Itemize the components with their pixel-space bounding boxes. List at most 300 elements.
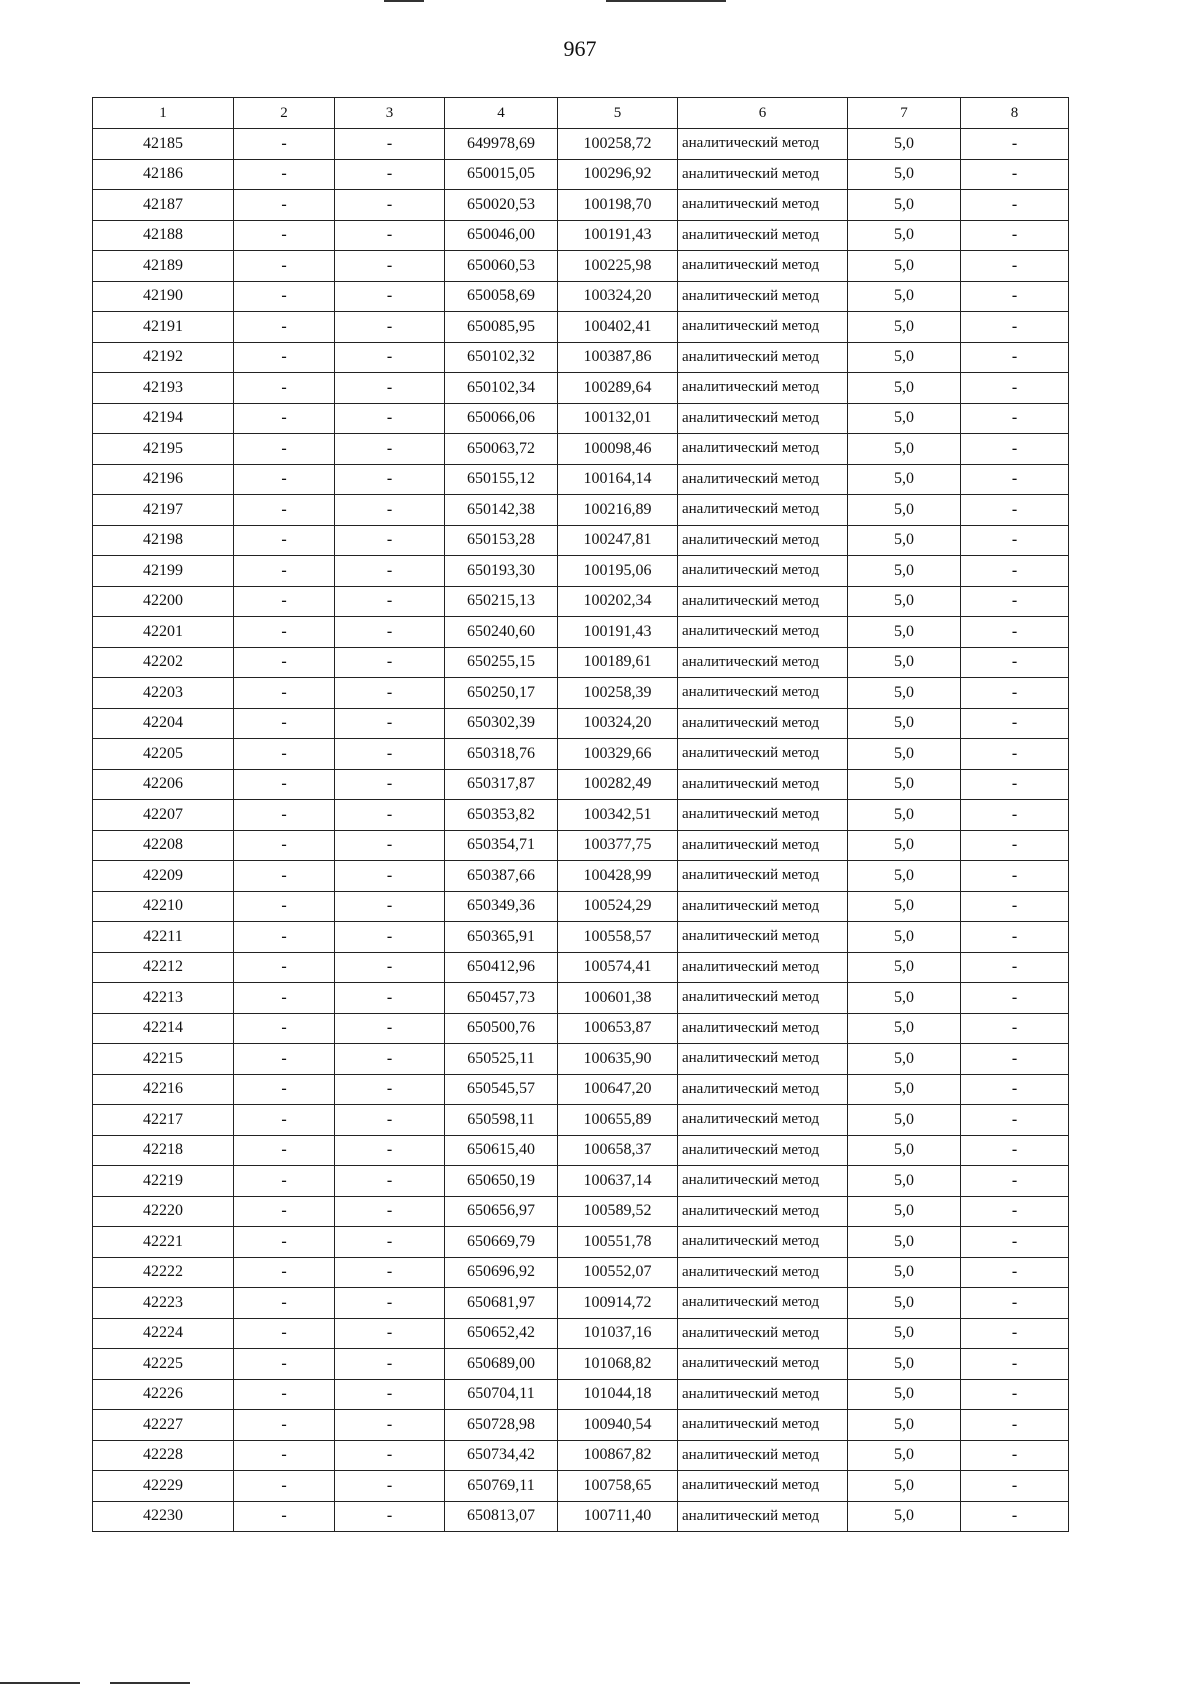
y-coordinate-cell: 100296,92 bbox=[558, 159, 678, 190]
accuracy-cell: 5,0 bbox=[848, 952, 961, 983]
x-coordinate-cell: 650142,38 bbox=[445, 495, 558, 526]
point-number-cell: 42215 bbox=[93, 1044, 234, 1075]
x-coordinate-cell: 650058,69 bbox=[445, 281, 558, 312]
column-8-cell: - bbox=[961, 403, 1069, 434]
point-number-cell: 42212 bbox=[93, 952, 234, 983]
point-number-cell: 42201 bbox=[93, 617, 234, 648]
column-3-cell: - bbox=[335, 403, 445, 434]
column-8-cell: - bbox=[961, 739, 1069, 770]
method-cell: аналитический метод bbox=[678, 1379, 848, 1410]
column-8-cell: - bbox=[961, 556, 1069, 587]
point-number-cell: 42206 bbox=[93, 769, 234, 800]
column-2-cell: - bbox=[234, 434, 335, 465]
point-number-cell: 42196 bbox=[93, 464, 234, 495]
x-coordinate-cell: 650066,06 bbox=[445, 403, 558, 434]
y-coordinate-cell: 100258,72 bbox=[558, 129, 678, 160]
column-3-cell: - bbox=[335, 1257, 445, 1288]
method-cell: аналитический метод bbox=[678, 1013, 848, 1044]
page-number: 967 bbox=[563, 36, 597, 61]
column-3-cell: - bbox=[335, 281, 445, 312]
table-row bbox=[93, 617, 1069, 648]
column-8-cell: - bbox=[961, 525, 1069, 556]
method-cell: аналитический метод bbox=[678, 586, 848, 617]
column-8-cell: - bbox=[961, 1288, 1069, 1319]
table-row bbox=[93, 1410, 1069, 1441]
column-header: 4 bbox=[445, 98, 558, 129]
column-3-cell: - bbox=[335, 220, 445, 251]
x-coordinate-cell: 650704,11 bbox=[445, 1379, 558, 1410]
column-2-cell: - bbox=[234, 861, 335, 892]
column-2-cell: - bbox=[234, 251, 335, 282]
column-8-cell: - bbox=[961, 1379, 1069, 1410]
column-8-cell: - bbox=[961, 769, 1069, 800]
scan-edge-mark bbox=[606, 0, 726, 2]
header-row bbox=[93, 98, 1069, 129]
accuracy-cell: 5,0 bbox=[848, 586, 961, 617]
accuracy-cell: 5,0 bbox=[848, 647, 961, 678]
scan-edge-mark bbox=[384, 0, 424, 2]
table-row bbox=[93, 983, 1069, 1014]
x-coordinate-cell: 650650,19 bbox=[445, 1166, 558, 1197]
method-cell: аналитический метод bbox=[678, 800, 848, 831]
column-3-cell: - bbox=[335, 1379, 445, 1410]
y-coordinate-cell: 100637,14 bbox=[558, 1166, 678, 1197]
accuracy-cell: 5,0 bbox=[848, 983, 961, 1014]
column-2-cell: - bbox=[234, 220, 335, 251]
point-number-cell: 42193 bbox=[93, 373, 234, 404]
table-header bbox=[93, 98, 1069, 129]
column-2-cell: - bbox=[234, 312, 335, 343]
y-coordinate-cell: 100377,75 bbox=[558, 830, 678, 861]
column-2-cell: - bbox=[234, 129, 335, 160]
column-3-cell: - bbox=[335, 647, 445, 678]
column-2-cell: - bbox=[234, 1379, 335, 1410]
column-2-cell: - bbox=[234, 1410, 335, 1441]
column-2-cell: - bbox=[234, 1074, 335, 1105]
accuracy-cell: 5,0 bbox=[848, 556, 961, 587]
column-2-cell: - bbox=[234, 1257, 335, 1288]
method-cell: аналитический метод bbox=[678, 1135, 848, 1166]
table-row bbox=[93, 1379, 1069, 1410]
column-2-cell: - bbox=[234, 342, 335, 373]
point-number-cell: 42209 bbox=[93, 861, 234, 892]
column-2-cell: - bbox=[234, 891, 335, 922]
column-2-cell: - bbox=[234, 281, 335, 312]
column-3-cell: - bbox=[335, 678, 445, 709]
x-coordinate-cell: 650318,76 bbox=[445, 739, 558, 770]
method-cell: аналитический метод bbox=[678, 739, 848, 770]
point-number-cell: 42189 bbox=[93, 251, 234, 282]
method-cell: аналитический метод bbox=[678, 1166, 848, 1197]
y-coordinate-cell: 100402,41 bbox=[558, 312, 678, 343]
x-coordinate-cell: 650681,97 bbox=[445, 1288, 558, 1319]
y-coordinate-cell: 100225,98 bbox=[558, 251, 678, 282]
column-2-cell: - bbox=[234, 739, 335, 770]
column-8-cell: - bbox=[961, 586, 1069, 617]
accuracy-cell: 5,0 bbox=[848, 891, 961, 922]
accuracy-cell: 5,0 bbox=[848, 1105, 961, 1136]
column-3-cell: - bbox=[335, 129, 445, 160]
point-number-cell: 42216 bbox=[93, 1074, 234, 1105]
column-2-cell: - bbox=[234, 525, 335, 556]
method-cell: аналитический метод bbox=[678, 1196, 848, 1227]
table-row bbox=[93, 647, 1069, 678]
method-cell: аналитический метод bbox=[678, 1501, 848, 1532]
y-coordinate-cell: 100867,82 bbox=[558, 1440, 678, 1471]
accuracy-cell: 5,0 bbox=[848, 1044, 961, 1075]
point-number-cell: 42229 bbox=[93, 1471, 234, 1502]
method-cell: аналитический метод bbox=[678, 129, 848, 160]
column-2-cell: - bbox=[234, 617, 335, 648]
method-cell: аналитический метод bbox=[678, 952, 848, 983]
method-cell: аналитический метод bbox=[678, 983, 848, 1014]
method-cell: аналитический метод bbox=[678, 647, 848, 678]
column-2-cell: - bbox=[234, 1196, 335, 1227]
column-header: 2 bbox=[234, 98, 335, 129]
x-coordinate-cell: 650728,98 bbox=[445, 1410, 558, 1441]
column-3-cell: - bbox=[335, 1135, 445, 1166]
column-8-cell: - bbox=[961, 647, 1069, 678]
column-8-cell: - bbox=[961, 220, 1069, 251]
table-row bbox=[93, 1044, 1069, 1075]
column-8-cell: - bbox=[961, 922, 1069, 953]
accuracy-cell: 5,0 bbox=[848, 129, 961, 160]
column-2-cell: - bbox=[234, 403, 335, 434]
table-row bbox=[93, 556, 1069, 587]
column-8-cell: - bbox=[961, 1044, 1069, 1075]
column-3-cell: - bbox=[335, 769, 445, 800]
point-number-cell: 42227 bbox=[93, 1410, 234, 1441]
point-number-cell: 42200 bbox=[93, 586, 234, 617]
column-8-cell: - bbox=[961, 1227, 1069, 1258]
column-2-cell: - bbox=[234, 1288, 335, 1319]
point-number-cell: 42211 bbox=[93, 922, 234, 953]
y-coordinate-cell: 100164,14 bbox=[558, 464, 678, 495]
point-number-cell: 42197 bbox=[93, 495, 234, 526]
column-header: 8 bbox=[961, 98, 1069, 129]
x-coordinate-cell: 650302,39 bbox=[445, 708, 558, 739]
accuracy-cell: 5,0 bbox=[848, 1379, 961, 1410]
accuracy-cell: 5,0 bbox=[848, 830, 961, 861]
x-coordinate-cell: 650656,97 bbox=[445, 1196, 558, 1227]
column-8-cell: - bbox=[961, 159, 1069, 190]
x-coordinate-cell: 650813,07 bbox=[445, 1501, 558, 1532]
x-coordinate-cell: 650412,96 bbox=[445, 952, 558, 983]
y-coordinate-cell: 100653,87 bbox=[558, 1013, 678, 1044]
accuracy-cell: 5,0 bbox=[848, 1074, 961, 1105]
table-row bbox=[93, 1440, 1069, 1471]
x-coordinate-cell: 650060,53 bbox=[445, 251, 558, 282]
point-number-cell: 42214 bbox=[93, 1013, 234, 1044]
method-cell: аналитический метод bbox=[678, 1105, 848, 1136]
method-cell: аналитический метод bbox=[678, 1318, 848, 1349]
column-3-cell: - bbox=[335, 1166, 445, 1197]
y-coordinate-cell: 100647,20 bbox=[558, 1074, 678, 1105]
column-3-cell: - bbox=[335, 922, 445, 953]
method-cell: аналитический метод bbox=[678, 312, 848, 343]
table-row bbox=[93, 1257, 1069, 1288]
point-number-cell: 42217 bbox=[93, 1105, 234, 1136]
column-8-cell: - bbox=[961, 129, 1069, 160]
column-2-cell: - bbox=[234, 556, 335, 587]
column-8-cell: - bbox=[961, 251, 1069, 282]
accuracy-cell: 5,0 bbox=[848, 1501, 961, 1532]
y-coordinate-cell: 100558,57 bbox=[558, 922, 678, 953]
y-coordinate-cell: 100282,49 bbox=[558, 769, 678, 800]
point-number-cell: 42228 bbox=[93, 1440, 234, 1471]
point-number-cell: 42186 bbox=[93, 159, 234, 190]
accuracy-cell: 5,0 bbox=[848, 1410, 961, 1441]
column-3-cell: - bbox=[335, 891, 445, 922]
y-coordinate-cell: 100216,89 bbox=[558, 495, 678, 526]
table-row bbox=[93, 861, 1069, 892]
point-number-cell: 42219 bbox=[93, 1166, 234, 1197]
accuracy-cell: 5,0 bbox=[848, 1196, 961, 1227]
point-number-cell: 42207 bbox=[93, 800, 234, 831]
x-coordinate-cell: 650085,95 bbox=[445, 312, 558, 343]
accuracy-cell: 5,0 bbox=[848, 312, 961, 343]
column-2-cell: - bbox=[234, 1440, 335, 1471]
accuracy-cell: 5,0 bbox=[848, 678, 961, 709]
method-cell: аналитический метод bbox=[678, 1257, 848, 1288]
table-row bbox=[93, 586, 1069, 617]
point-number-cell: 42192 bbox=[93, 342, 234, 373]
y-coordinate-cell: 101037,16 bbox=[558, 1318, 678, 1349]
column-2-cell: - bbox=[234, 922, 335, 953]
accuracy-cell: 5,0 bbox=[848, 464, 961, 495]
y-coordinate-cell: 100711,40 bbox=[558, 1501, 678, 1532]
table-row bbox=[93, 342, 1069, 373]
accuracy-cell: 5,0 bbox=[848, 1471, 961, 1502]
column-8-cell: - bbox=[961, 1135, 1069, 1166]
column-2-cell: - bbox=[234, 159, 335, 190]
y-coordinate-cell: 101068,82 bbox=[558, 1349, 678, 1380]
point-number-cell: 42187 bbox=[93, 190, 234, 221]
x-coordinate-cell: 650457,73 bbox=[445, 983, 558, 1014]
y-coordinate-cell: 100342,51 bbox=[558, 800, 678, 831]
column-2-cell: - bbox=[234, 769, 335, 800]
column-3-cell: - bbox=[335, 464, 445, 495]
table-row bbox=[93, 190, 1069, 221]
table-row bbox=[93, 800, 1069, 831]
column-3-cell: - bbox=[335, 1288, 445, 1319]
accuracy-cell: 5,0 bbox=[848, 1257, 961, 1288]
column-8-cell: - bbox=[961, 190, 1069, 221]
column-3-cell: - bbox=[335, 830, 445, 861]
y-coordinate-cell: 100189,61 bbox=[558, 647, 678, 678]
accuracy-cell: 5,0 bbox=[848, 525, 961, 556]
column-header: 5 bbox=[558, 98, 678, 129]
method-cell: аналитический метод bbox=[678, 922, 848, 953]
table-row bbox=[93, 525, 1069, 556]
method-cell: аналитический метод bbox=[678, 159, 848, 190]
column-8-cell: - bbox=[961, 373, 1069, 404]
point-number-cell: 42203 bbox=[93, 678, 234, 709]
column-3-cell: - bbox=[335, 373, 445, 404]
column-3-cell: - bbox=[335, 586, 445, 617]
x-coordinate-cell: 650102,34 bbox=[445, 373, 558, 404]
column-3-cell: - bbox=[335, 1044, 445, 1075]
column-8-cell: - bbox=[961, 708, 1069, 739]
column-3-cell: - bbox=[335, 434, 445, 465]
method-cell: аналитический метод bbox=[678, 464, 848, 495]
accuracy-cell: 5,0 bbox=[848, 739, 961, 770]
column-header: 6 bbox=[678, 98, 848, 129]
accuracy-cell: 5,0 bbox=[848, 861, 961, 892]
y-coordinate-cell: 100940,54 bbox=[558, 1410, 678, 1441]
method-cell: аналитический метод bbox=[678, 251, 848, 282]
column-2-cell: - bbox=[234, 1349, 335, 1380]
method-cell: аналитический метод bbox=[678, 281, 848, 312]
column-8-cell: - bbox=[961, 983, 1069, 1014]
x-coordinate-cell: 650365,91 bbox=[445, 922, 558, 953]
y-coordinate-cell: 100191,43 bbox=[558, 220, 678, 251]
table-row bbox=[93, 1501, 1069, 1532]
method-cell: аналитический метод bbox=[678, 678, 848, 709]
table-row bbox=[93, 1288, 1069, 1319]
accuracy-cell: 5,0 bbox=[848, 1013, 961, 1044]
table-row bbox=[93, 769, 1069, 800]
column-8-cell: - bbox=[961, 800, 1069, 831]
column-2-cell: - bbox=[234, 952, 335, 983]
method-cell: аналитический метод bbox=[678, 1471, 848, 1502]
method-cell: аналитический метод bbox=[678, 708, 848, 739]
accuracy-cell: 5,0 bbox=[848, 708, 961, 739]
table-row bbox=[93, 251, 1069, 282]
x-coordinate-cell: 650598,11 bbox=[445, 1105, 558, 1136]
method-cell: аналитический метод bbox=[678, 190, 848, 221]
y-coordinate-cell: 100589,52 bbox=[558, 1196, 678, 1227]
column-8-cell: - bbox=[961, 342, 1069, 373]
column-8-cell: - bbox=[961, 281, 1069, 312]
accuracy-cell: 5,0 bbox=[848, 434, 961, 465]
column-8-cell: - bbox=[961, 1166, 1069, 1197]
table-row bbox=[93, 1318, 1069, 1349]
accuracy-cell: 5,0 bbox=[848, 159, 961, 190]
table-row bbox=[93, 1471, 1069, 1502]
column-8-cell: - bbox=[961, 1440, 1069, 1471]
accuracy-cell: 5,0 bbox=[848, 403, 961, 434]
x-coordinate-cell: 650615,40 bbox=[445, 1135, 558, 1166]
method-cell: аналитический метод bbox=[678, 1044, 848, 1075]
y-coordinate-cell: 100132,01 bbox=[558, 403, 678, 434]
column-8-cell: - bbox=[961, 312, 1069, 343]
accuracy-cell: 5,0 bbox=[848, 1288, 961, 1319]
column-8-cell: - bbox=[961, 1410, 1069, 1441]
y-coordinate-cell: 100655,89 bbox=[558, 1105, 678, 1136]
method-cell: аналитический метод bbox=[678, 861, 848, 892]
accuracy-cell: 5,0 bbox=[848, 922, 961, 953]
coordinates-table bbox=[92, 97, 1069, 1532]
column-2-cell: - bbox=[234, 1471, 335, 1502]
table-row bbox=[93, 220, 1069, 251]
x-coordinate-cell: 650525,11 bbox=[445, 1044, 558, 1075]
column-2-cell: - bbox=[234, 1318, 335, 1349]
point-number-cell: 42202 bbox=[93, 647, 234, 678]
x-coordinate-cell: 650696,92 bbox=[445, 1257, 558, 1288]
point-number-cell: 42222 bbox=[93, 1257, 234, 1288]
point-number-cell: 42188 bbox=[93, 220, 234, 251]
column-8-cell: - bbox=[961, 495, 1069, 526]
point-number-cell: 42194 bbox=[93, 403, 234, 434]
point-number-cell: 42213 bbox=[93, 983, 234, 1014]
y-coordinate-cell: 100329,66 bbox=[558, 739, 678, 770]
column-2-cell: - bbox=[234, 1013, 335, 1044]
y-coordinate-cell: 101044,18 bbox=[558, 1379, 678, 1410]
point-number-cell: 42190 bbox=[93, 281, 234, 312]
x-coordinate-cell: 650015,05 bbox=[445, 159, 558, 190]
column-2-cell: - bbox=[234, 708, 335, 739]
method-cell: аналитический метод bbox=[678, 891, 848, 922]
table-row bbox=[93, 495, 1069, 526]
column-3-cell: - bbox=[335, 495, 445, 526]
y-coordinate-cell: 100247,81 bbox=[558, 525, 678, 556]
y-coordinate-cell: 100258,39 bbox=[558, 678, 678, 709]
point-number-cell: 42218 bbox=[93, 1135, 234, 1166]
y-coordinate-cell: 100289,64 bbox=[558, 373, 678, 404]
column-8-cell: - bbox=[961, 434, 1069, 465]
table-row bbox=[93, 678, 1069, 709]
table-row bbox=[93, 1227, 1069, 1258]
column-2-cell: - bbox=[234, 1044, 335, 1075]
accuracy-cell: 5,0 bbox=[848, 190, 961, 221]
accuracy-cell: 5,0 bbox=[848, 617, 961, 648]
method-cell: аналитический метод bbox=[678, 1349, 848, 1380]
table-row bbox=[93, 1105, 1069, 1136]
table-row bbox=[93, 403, 1069, 434]
column-2-cell: - bbox=[234, 1105, 335, 1136]
method-cell: аналитический метод bbox=[678, 434, 848, 465]
column-2-cell: - bbox=[234, 983, 335, 1014]
method-cell: аналитический метод bbox=[678, 1227, 848, 1258]
column-3-cell: - bbox=[335, 1227, 445, 1258]
x-coordinate-cell: 650240,60 bbox=[445, 617, 558, 648]
column-3-cell: - bbox=[335, 708, 445, 739]
x-coordinate-cell: 650215,13 bbox=[445, 586, 558, 617]
x-coordinate-cell: 650102,32 bbox=[445, 342, 558, 373]
column-3-cell: - bbox=[335, 159, 445, 190]
table-row bbox=[93, 1074, 1069, 1105]
x-coordinate-cell: 650652,42 bbox=[445, 1318, 558, 1349]
column-3-cell: - bbox=[335, 1349, 445, 1380]
table-row bbox=[93, 1349, 1069, 1380]
column-2-cell: - bbox=[234, 800, 335, 831]
point-number-cell: 42210 bbox=[93, 891, 234, 922]
x-coordinate-cell: 650193,30 bbox=[445, 556, 558, 587]
column-8-cell: - bbox=[961, 464, 1069, 495]
column-2-cell: - bbox=[234, 373, 335, 404]
point-number-cell: 42198 bbox=[93, 525, 234, 556]
y-coordinate-cell: 100428,99 bbox=[558, 861, 678, 892]
column-3-cell: - bbox=[335, 1318, 445, 1349]
column-3-cell: - bbox=[335, 1074, 445, 1105]
point-number-cell: 42199 bbox=[93, 556, 234, 587]
method-cell: аналитический метод bbox=[678, 495, 848, 526]
accuracy-cell: 5,0 bbox=[848, 281, 961, 312]
x-coordinate-cell: 650250,17 bbox=[445, 678, 558, 709]
method-cell: аналитический метод bbox=[678, 1440, 848, 1471]
y-coordinate-cell: 100574,41 bbox=[558, 952, 678, 983]
x-coordinate-cell: 650769,11 bbox=[445, 1471, 558, 1502]
column-3-cell: - bbox=[335, 739, 445, 770]
column-2-cell: - bbox=[234, 647, 335, 678]
x-coordinate-cell: 649978,69 bbox=[445, 129, 558, 160]
point-number-cell: 42204 bbox=[93, 708, 234, 739]
table-row bbox=[93, 1196, 1069, 1227]
column-3-cell: - bbox=[335, 1410, 445, 1441]
method-cell: аналитический метод bbox=[678, 220, 848, 251]
point-number-cell: 42223 bbox=[93, 1288, 234, 1319]
